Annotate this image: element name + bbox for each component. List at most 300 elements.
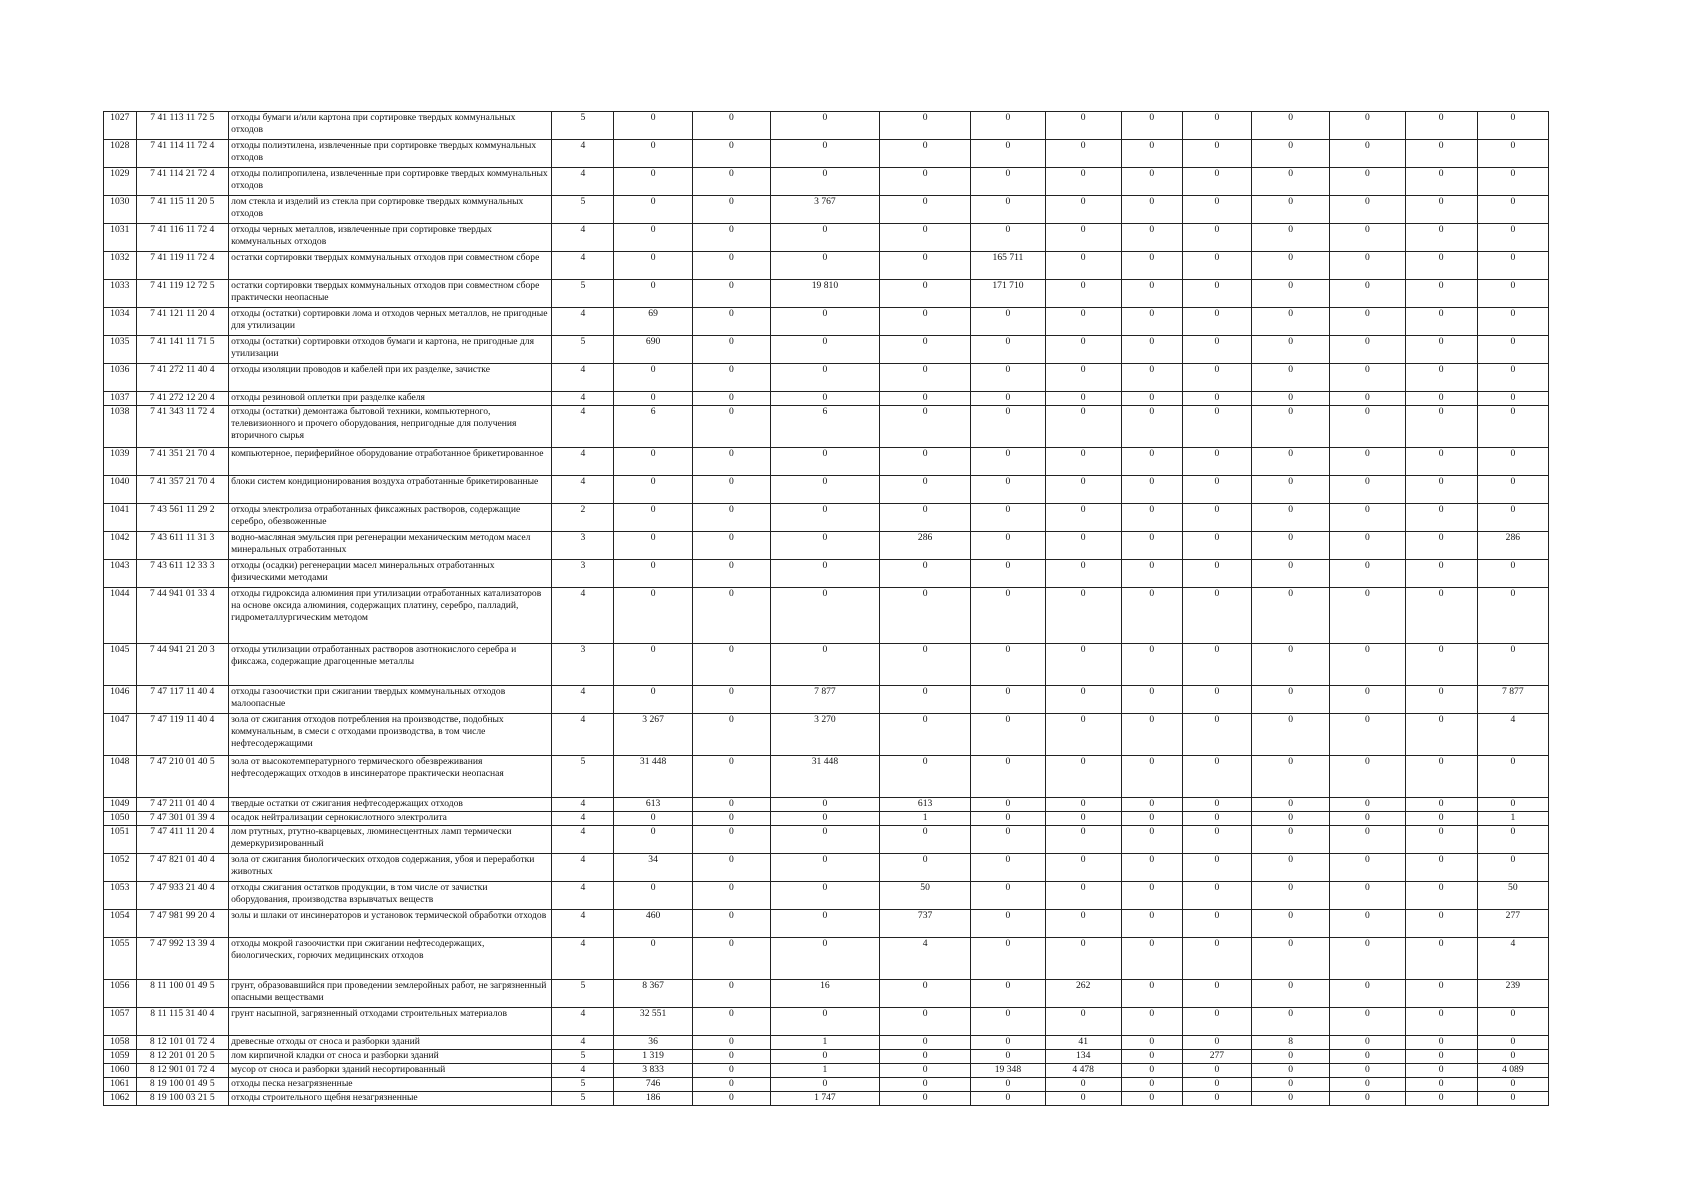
value-cell: 0 <box>1251 980 1329 1008</box>
value-cell: 0 <box>771 336 880 364</box>
value-cell: 8 <box>1251 1036 1329 1050</box>
value-cell: 0 <box>692 854 770 882</box>
value-cell: 0 <box>614 812 692 826</box>
value-cell: 0 <box>1121 280 1182 308</box>
value-cell: 0 <box>1251 140 1329 168</box>
value-cell: 0 <box>1182 938 1251 980</box>
value-cell: 613 <box>879 798 971 812</box>
value-cell: 0 <box>879 1036 971 1050</box>
row-number-cell: 1051 <box>104 826 137 854</box>
value-cell: 0 <box>1405 504 1477 532</box>
value-cell: 0 <box>1182 112 1251 140</box>
row-number-cell: 1044 <box>104 588 137 644</box>
value-cell: 0 <box>1477 826 1548 854</box>
row-number-cell: 1062 <box>104 1092 137 1106</box>
fkko-code-cell: 8 19 100 01 49 5 <box>136 1078 229 1092</box>
value-cell: 0 <box>1121 882 1182 910</box>
value-cell: 0 <box>1045 532 1121 560</box>
table-row <box>104 560 1549 588</box>
fkko-code-cell: 7 44 941 21 20 3 <box>136 644 229 686</box>
value-cell: 0 <box>1477 476 1548 504</box>
value-cell: 0 <box>1182 910 1251 938</box>
value-cell: 0 <box>1477 308 1548 336</box>
value-cell: 0 <box>692 1064 770 1078</box>
value-cell: 0 <box>1330 882 1405 910</box>
waste-name-cell: компьютерное, периферийное оборудование отработанное брикетированное <box>229 448 552 476</box>
value-cell: 0 <box>1045 588 1121 644</box>
value-cell: 0 <box>1330 168 1405 196</box>
value-cell: 0 <box>971 980 1045 1008</box>
value-cell: 4 <box>879 938 971 980</box>
fkko-code-cell: 7 41 357 21 70 4 <box>136 476 229 504</box>
fkko-code-cell: 7 41 113 11 72 5 <box>136 112 229 140</box>
value-cell: 0 <box>771 1008 880 1036</box>
value-cell: 0 <box>1182 406 1251 448</box>
row-number-cell: 1027 <box>104 112 137 140</box>
waste-name-cell: отходы полипропилена, извлеченные при сортировке твердых коммунальных отходов <box>229 168 552 196</box>
value-cell: 0 <box>1251 812 1329 826</box>
value-cell: 0 <box>1330 588 1405 644</box>
value-cell: 0 <box>1405 252 1477 280</box>
waste-name-cell: древесные отходы от сноса и разборки зданий <box>229 1036 552 1050</box>
table-row <box>104 476 1549 504</box>
value-cell: 286 <box>879 532 971 560</box>
row-number-cell: 1046 <box>104 686 137 714</box>
row-number-cell: 1047 <box>104 714 137 756</box>
value-cell: 0 <box>771 308 880 336</box>
value-cell: 0 <box>971 588 1045 644</box>
value-cell: 0 <box>771 882 880 910</box>
value-cell: 0 <box>1330 686 1405 714</box>
value-cell: 0 <box>971 168 1045 196</box>
value-cell: 0 <box>1405 140 1477 168</box>
value-cell: 0 <box>771 504 880 532</box>
value-cell: 239 <box>1477 980 1548 1008</box>
value-cell: 0 <box>1251 1050 1329 1064</box>
value-cell: 0 <box>1330 714 1405 756</box>
value-cell: 1 319 <box>614 1050 692 1064</box>
value-cell: 0 <box>1330 280 1405 308</box>
hazard-class-cell: 4 <box>552 798 614 812</box>
value-cell: 0 <box>879 140 971 168</box>
value-cell: 0 <box>879 224 971 252</box>
row-number-cell: 1043 <box>104 560 137 588</box>
value-cell: 0 <box>1182 882 1251 910</box>
waste-name-cell: лом кирпичной кладки от сноса и разборки зданий <box>229 1050 552 1064</box>
hazard-class-cell: 4 <box>552 364 614 392</box>
value-cell: 0 <box>771 560 880 588</box>
value-cell: 0 <box>1121 1050 1182 1064</box>
value-cell: 0 <box>1121 448 1182 476</box>
value-cell: 0 <box>1045 504 1121 532</box>
value-cell: 0 <box>1251 714 1329 756</box>
fkko-code-cell: 7 47 821 01 40 4 <box>136 854 229 882</box>
value-cell: 0 <box>1182 336 1251 364</box>
value-cell: 0 <box>771 224 880 252</box>
value-cell: 4 <box>1477 714 1548 756</box>
value-cell: 0 <box>692 882 770 910</box>
value-cell: 0 <box>971 196 1045 224</box>
value-cell: 0 <box>1045 196 1121 224</box>
value-cell: 0 <box>1121 756 1182 798</box>
value-cell: 0 <box>1405 308 1477 336</box>
table-row <box>104 280 1549 308</box>
table-row <box>104 686 1549 714</box>
value-cell: 0 <box>971 798 1045 812</box>
value-cell: 0 <box>1405 476 1477 504</box>
value-cell: 0 <box>614 140 692 168</box>
row-number-cell: 1056 <box>104 980 137 1008</box>
row-number-cell: 1042 <box>104 532 137 560</box>
value-cell: 0 <box>1045 280 1121 308</box>
value-cell: 0 <box>1045 406 1121 448</box>
fkko-code-cell: 7 41 121 11 20 4 <box>136 308 229 336</box>
value-cell: 0 <box>1477 756 1548 798</box>
hazard-class-cell: 5 <box>552 980 614 1008</box>
value-cell: 0 <box>879 476 971 504</box>
fkko-code-cell: 7 41 116 11 72 4 <box>136 224 229 252</box>
value-cell: 0 <box>1182 1036 1251 1050</box>
value-cell: 0 <box>1045 112 1121 140</box>
fkko-code-cell: 8 12 901 01 72 4 <box>136 1064 229 1078</box>
waste-name-cell: отходы изоляции проводов и кабелей при их разделке, зачистке <box>229 364 552 392</box>
waste-name-cell: остатки сортировки твердых коммунальных отходов при совместном сборе <box>229 252 552 280</box>
value-cell: 36 <box>614 1036 692 1050</box>
value-cell: 0 <box>1477 112 1548 140</box>
waste-name-cell: отходы гидроксида алюминия при утилизации отработанных катализаторов на основе оксида алюминия, содержащих платину, серебро, палладий, гидрометаллургическим методом <box>229 588 552 644</box>
value-cell: 0 <box>971 826 1045 854</box>
value-cell: 0 <box>971 504 1045 532</box>
value-cell: 1 <box>771 1064 880 1078</box>
value-cell: 0 <box>879 392 971 406</box>
value-cell: 737 <box>879 910 971 938</box>
value-cell: 0 <box>971 756 1045 798</box>
value-cell: 0 <box>692 280 770 308</box>
value-cell: 0 <box>1182 812 1251 826</box>
value-cell: 0 <box>1330 476 1405 504</box>
value-cell: 0 <box>1182 1092 1251 1106</box>
waste-name-cell: отходы полиэтилена, извлеченные при сортировке твердых коммунальных отходов <box>229 140 552 168</box>
value-cell: 0 <box>1121 168 1182 196</box>
value-cell: 0 <box>771 252 880 280</box>
value-cell: 0 <box>879 308 971 336</box>
value-cell: 0 <box>1405 280 1477 308</box>
value-cell: 0 <box>614 112 692 140</box>
value-cell: 0 <box>692 224 770 252</box>
value-cell: 0 <box>1251 588 1329 644</box>
value-cell: 0 <box>1251 364 1329 392</box>
waste-name-cell: лом ртутных, ртутно-кварцевых, люминесцентных ламп термически демеркуризированный <box>229 826 552 854</box>
value-cell: 0 <box>692 588 770 644</box>
value-cell: 690 <box>614 336 692 364</box>
table-body <box>104 112 1549 1106</box>
value-cell: 0 <box>1045 826 1121 854</box>
value-cell: 0 <box>614 392 692 406</box>
waste-table <box>103 111 1549 1106</box>
value-cell: 0 <box>1405 1008 1477 1036</box>
value-cell: 0 <box>1182 224 1251 252</box>
value-cell: 0 <box>1405 1064 1477 1078</box>
fkko-code-cell: 7 47 117 11 40 4 <box>136 686 229 714</box>
value-cell: 0 <box>614 532 692 560</box>
value-cell: 0 <box>1251 910 1329 938</box>
row-number-cell: 1054 <box>104 910 137 938</box>
value-cell: 0 <box>1251 252 1329 280</box>
table-row <box>104 910 1549 938</box>
value-cell: 746 <box>614 1078 692 1092</box>
hazard-class-cell: 5 <box>552 756 614 798</box>
row-number-cell: 1034 <box>104 308 137 336</box>
value-cell: 0 <box>879 588 971 644</box>
fkko-code-cell: 7 41 343 11 72 4 <box>136 406 229 448</box>
value-cell: 0 <box>1330 980 1405 1008</box>
value-cell: 0 <box>1330 392 1405 406</box>
value-cell: 0 <box>692 938 770 980</box>
fkko-code-cell: 7 41 114 11 72 4 <box>136 140 229 168</box>
value-cell: 0 <box>1182 308 1251 336</box>
value-cell: 0 <box>1121 588 1182 644</box>
value-cell: 0 <box>1121 1064 1182 1078</box>
row-number-cell: 1045 <box>104 644 137 686</box>
waste-name-cell: отходы черных металлов, извлеченные при сортировке твердых коммунальных отходов <box>229 224 552 252</box>
value-cell: 0 <box>971 112 1045 140</box>
value-cell: 19 810 <box>771 280 880 308</box>
hazard-class-cell: 4 <box>552 882 614 910</box>
table-row <box>104 938 1549 980</box>
value-cell: 186 <box>614 1092 692 1106</box>
value-cell: 0 <box>1330 308 1405 336</box>
value-cell: 0 <box>1330 252 1405 280</box>
value-cell: 0 <box>1045 364 1121 392</box>
value-cell: 0 <box>1405 714 1477 756</box>
value-cell: 0 <box>614 826 692 854</box>
value-cell: 0 <box>1045 798 1121 812</box>
value-cell: 0 <box>1251 644 1329 686</box>
value-cell: 0 <box>1405 882 1477 910</box>
row-number-cell: 1053 <box>104 882 137 910</box>
value-cell: 0 <box>1121 826 1182 854</box>
waste-name-cell: отходы (остатки) сортировки отходов бумаги и картона, не пригодные для утилизации <box>229 336 552 364</box>
value-cell: 0 <box>1477 140 1548 168</box>
value-cell: 0 <box>971 644 1045 686</box>
value-cell: 0 <box>1251 196 1329 224</box>
hazard-class-cell: 5 <box>552 280 614 308</box>
value-cell: 0 <box>1182 196 1251 224</box>
waste-name-cell: зола от сжигания отходов потребления на производстве, подобных коммунальным, в смеси с отходами производства, в том числе нефтесодержащими <box>229 714 552 756</box>
value-cell: 41 <box>1045 1036 1121 1050</box>
value-cell: 0 <box>1182 588 1251 644</box>
waste-name-cell: грунт, образовавшийся при проведении землеройных работ, не загрязненный опасными веществами <box>229 980 552 1008</box>
value-cell: 0 <box>692 252 770 280</box>
row-number-cell: 1040 <box>104 476 137 504</box>
value-cell: 0 <box>614 588 692 644</box>
value-cell: 262 <box>1045 980 1121 1008</box>
hazard-class-cell: 5 <box>552 1050 614 1064</box>
value-cell: 0 <box>1182 798 1251 812</box>
value-cell: 0 <box>1182 364 1251 392</box>
value-cell: 0 <box>692 756 770 798</box>
value-cell: 0 <box>692 560 770 588</box>
table-row <box>104 1092 1549 1106</box>
value-cell: 0 <box>879 448 971 476</box>
value-cell: 0 <box>1121 644 1182 686</box>
value-cell: 0 <box>1477 280 1548 308</box>
value-cell: 0 <box>1182 280 1251 308</box>
value-cell: 0 <box>692 448 770 476</box>
value-cell: 0 <box>971 1050 1045 1064</box>
value-cell: 0 <box>1330 812 1405 826</box>
value-cell: 0 <box>1405 560 1477 588</box>
fkko-code-cell: 7 47 933 21 40 4 <box>136 882 229 910</box>
table-row <box>104 196 1549 224</box>
value-cell: 0 <box>692 1050 770 1064</box>
waste-name-cell: золы и шлаки от инсинераторов и установок термической обработки отходов <box>229 910 552 938</box>
value-cell: 0 <box>771 644 880 686</box>
value-cell: 0 <box>1182 1078 1251 1092</box>
value-cell: 0 <box>692 504 770 532</box>
value-cell: 0 <box>971 686 1045 714</box>
value-cell: 0 <box>771 798 880 812</box>
value-cell: 4 478 <box>1045 1064 1121 1078</box>
hazard-class-cell: 4 <box>552 476 614 504</box>
hazard-class-cell: 4 <box>552 714 614 756</box>
value-cell: 0 <box>1121 980 1182 1008</box>
row-number-cell: 1061 <box>104 1078 137 1092</box>
value-cell: 0 <box>1182 686 1251 714</box>
hazard-class-cell: 5 <box>552 196 614 224</box>
value-cell: 0 <box>1251 686 1329 714</box>
value-cell: 0 <box>1121 854 1182 882</box>
value-cell: 0 <box>1121 938 1182 980</box>
value-cell: 0 <box>1477 1036 1548 1050</box>
fkko-code-cell: 7 41 115 11 20 5 <box>136 196 229 224</box>
table-row <box>104 504 1549 532</box>
hazard-class-cell: 4 <box>552 308 614 336</box>
value-cell: 7 877 <box>771 686 880 714</box>
value-cell: 1 <box>879 812 971 826</box>
value-cell: 0 <box>1121 112 1182 140</box>
value-cell: 0 <box>771 826 880 854</box>
value-cell: 0 <box>771 1078 880 1092</box>
value-cell: 0 <box>1251 1092 1329 1106</box>
value-cell: 0 <box>1251 882 1329 910</box>
waste-name-cell: отходы сжигания остатков продукции, в том числе от зачистки оборудования, производства взрывчатых веществ <box>229 882 552 910</box>
table-row <box>104 644 1549 686</box>
value-cell: 0 <box>1121 252 1182 280</box>
fkko-code-cell: 7 41 351 21 70 4 <box>136 448 229 476</box>
hazard-class-cell: 4 <box>552 1008 614 1036</box>
value-cell: 0 <box>971 532 1045 560</box>
value-cell: 0 <box>1045 854 1121 882</box>
value-cell: 6 <box>771 406 880 448</box>
value-cell: 0 <box>879 168 971 196</box>
value-cell: 0 <box>1045 644 1121 686</box>
hazard-class-cell: 3 <box>552 532 614 560</box>
value-cell: 0 <box>1182 826 1251 854</box>
value-cell: 0 <box>771 532 880 560</box>
value-cell: 0 <box>771 112 880 140</box>
fkko-code-cell: 7 43 611 11 31 3 <box>136 532 229 560</box>
value-cell: 0 <box>1330 196 1405 224</box>
value-cell: 7 877 <box>1477 686 1548 714</box>
value-cell: 0 <box>1330 798 1405 812</box>
value-cell: 16 <box>771 980 880 1008</box>
value-cell: 0 <box>692 406 770 448</box>
value-cell: 0 <box>971 406 1045 448</box>
table-row <box>104 364 1549 392</box>
value-cell: 0 <box>971 140 1045 168</box>
value-cell: 0 <box>971 224 1045 252</box>
value-cell: 0 <box>971 882 1045 910</box>
value-cell: 0 <box>1045 224 1121 252</box>
fkko-code-cell: 7 44 941 01 33 4 <box>136 588 229 644</box>
value-cell: 0 <box>971 1078 1045 1092</box>
hazard-class-cell: 4 <box>552 910 614 938</box>
value-cell: 0 <box>1182 532 1251 560</box>
table-row <box>104 1078 1549 1092</box>
fkko-code-cell: 7 47 411 11 20 4 <box>136 826 229 854</box>
value-cell: 0 <box>1045 812 1121 826</box>
value-cell: 0 <box>971 714 1045 756</box>
table-row <box>104 252 1549 280</box>
value-cell: 0 <box>692 812 770 826</box>
value-cell: 0 <box>1405 644 1477 686</box>
value-cell: 0 <box>1182 140 1251 168</box>
hazard-class-cell: 4 <box>552 168 614 196</box>
value-cell: 1 <box>1477 812 1548 826</box>
hazard-class-cell: 4 <box>552 224 614 252</box>
fkko-code-cell: 7 41 272 11 40 4 <box>136 364 229 392</box>
value-cell: 3 833 <box>614 1064 692 1078</box>
value-cell: 0 <box>1182 168 1251 196</box>
table-row <box>104 1036 1549 1050</box>
value-cell: 0 <box>1251 1064 1329 1078</box>
value-cell: 0 <box>1330 224 1405 252</box>
value-cell: 0 <box>771 168 880 196</box>
value-cell: 0 <box>1251 504 1329 532</box>
value-cell: 0 <box>1251 854 1329 882</box>
waste-name-cell: отходы (остатки) сортировки лома и отходов черных металлов, не пригодные для утилизации <box>229 308 552 336</box>
value-cell: 0 <box>1477 798 1548 812</box>
value-cell: 0 <box>1330 112 1405 140</box>
value-cell: 0 <box>971 336 1045 364</box>
value-cell: 171 710 <box>971 280 1045 308</box>
value-cell: 0 <box>1405 826 1477 854</box>
value-cell: 0 <box>879 1092 971 1106</box>
value-cell: 0 <box>971 812 1045 826</box>
table-row <box>104 336 1549 364</box>
value-cell: 6 <box>614 406 692 448</box>
value-cell: 0 <box>1405 980 1477 1008</box>
value-cell: 277 <box>1182 1050 1251 1064</box>
value-cell: 4 089 <box>1477 1064 1548 1078</box>
fkko-code-cell: 7 41 119 12 72 5 <box>136 280 229 308</box>
fkko-code-cell: 8 19 100 03 21 5 <box>136 1092 229 1106</box>
value-cell: 0 <box>1045 910 1121 938</box>
value-cell: 0 <box>971 1008 1045 1036</box>
value-cell: 0 <box>1182 476 1251 504</box>
value-cell: 0 <box>692 112 770 140</box>
value-cell: 0 <box>1121 140 1182 168</box>
row-number-cell: 1057 <box>104 1008 137 1036</box>
value-cell: 0 <box>1477 392 1548 406</box>
value-cell: 0 <box>1121 308 1182 336</box>
table-row <box>104 168 1549 196</box>
value-cell: 0 <box>771 812 880 826</box>
waste-name-cell: отходы резиновой оплетки при разделке кабеля <box>229 392 552 406</box>
row-number-cell: 1041 <box>104 504 137 532</box>
waste-name-cell: отходы мокрой газоочистки при сжигании нефтесодержащих, биологических, горючих медицинских отходов <box>229 938 552 980</box>
